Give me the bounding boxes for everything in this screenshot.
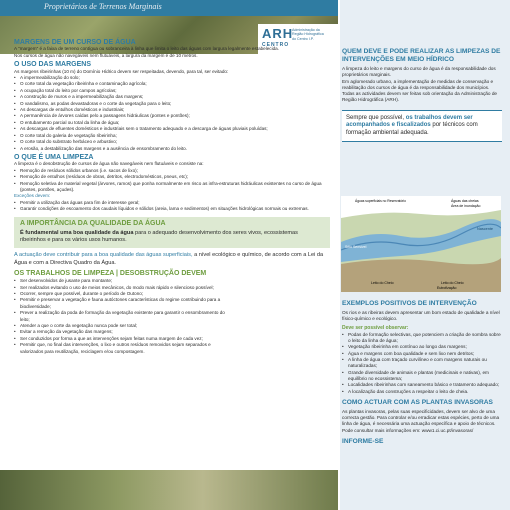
invasoras-p: As plantas invasoras, pelas suas especificidades, devem ser alvo de uma correcta gestão. Para controlar e/ou erradicar estas espécies, perto de uma linha de água, é necessária uma actuação específica e apoio de técnicos. bbox=[342, 408, 500, 427]
list-item: • Vegetação ribeirinha em contínuo ao longo das margens; bbox=[342, 344, 502, 350]
list-item: • As descargas de efluentes domésticos e industriais sem o tratamento adequado e a descarga de águas pluviais poluídas; bbox=[14, 126, 330, 132]
logo-centro: CENTRO bbox=[262, 42, 290, 48]
list-item: • Garantir condições de escoamento dos caudais líquidos e sólidos (areia, lama e sedimentos) em situações hidrológicas normais ou extremas. bbox=[14, 206, 330, 212]
list-item: • Ocorrer, sempre que possível, durante o período de Outono; bbox=[14, 291, 234, 297]
list-item: • Água e margens com boa qualidade e sem lixo nem detritos; bbox=[342, 351, 502, 357]
diagram-label-6: Leito do Cheio bbox=[371, 281, 394, 285]
qualidade-box bbox=[14, 217, 330, 249]
exemplos-p: Os rios e as ribeiras devem apresentar um bom estado de qualidade a nível físico-químico e ecológico. bbox=[342, 310, 500, 322]
list-item: • Remoção de resíduos sólidos urbanos (i.e. sacos de lixo); bbox=[14, 168, 330, 174]
right-content bbox=[342, 44, 502, 148]
diagram-label-2: Águas das cheias bbox=[451, 199, 479, 203]
list-item: • Ser desenvolvidos de jusante para montante; bbox=[14, 278, 234, 284]
fiscalizacao-text: Sempre que possível, os trabalhos devem ser acompanhados e fiscalizados por técnicos com formação ambiental adequada. bbox=[346, 114, 478, 136]
limpeza-excecoes: Exceções devem: bbox=[14, 193, 51, 199]
margens-p2: Nos cursos de água não navegáveis nem flutuáveis, a largura da margem é de 10 metros. bbox=[14, 52, 198, 58]
logo-org: Administração da Região Hidrográfica do Centro I.P. bbox=[292, 28, 324, 41]
section-title-limpeza: O QUE É UMA LIMPEZA bbox=[14, 153, 94, 161]
list-item: • Remoção de entulhos (resíduos de obras, detritos, electrodomésticos, pneus, etc); bbox=[14, 174, 330, 180]
trabalhos-list bbox=[14, 278, 234, 355]
left-column bbox=[14, 40, 330, 355]
diagram-label-4: Nascente bbox=[477, 227, 494, 231]
section-title-qualidade: A IMPORTÂNCIA DA QUALIDADE DA ÁGUA bbox=[20, 219, 166, 227]
list-item: • A ocupação total do leito por campos agrícolas; bbox=[14, 88, 330, 94]
list-item: • A localização das construções a respeitar o leito de cheia. bbox=[342, 389, 502, 395]
list-item: • Localidades ribeirinhas com saneamento básico e tratamento adequado; bbox=[342, 382, 502, 388]
list-item: • Atender a que o corte da vegetação nunca pode ser total; bbox=[14, 323, 234, 329]
list-item: • A construção de muros e a impermeabilização das margens; bbox=[14, 94, 330, 100]
uso-intro: As margens ribeirinhas (10 m) do Domínio Hídrico devem ser respeitadas, devendo, para tal, ser evitado: bbox=[14, 68, 229, 74]
river-diagram bbox=[341, 196, 501, 292]
section-title-trabalhos: OS TRABALHOS DE LIMPEZA | DESOBSTRUÇÃO DEVEM bbox=[14, 269, 207, 277]
actuacao-text: A actuação deve contribuir para a boa qualidade das águas superficiais, a nível ecológico e químico, de acordo com a Lei da Água e com a Directiva Quadro da Água. bbox=[14, 252, 324, 266]
list-item: • A linha de água com traçado curvilíneo e com margens naturais ou naturalizadas; bbox=[342, 357, 502, 370]
list-item: • Permitir a utilização das águas para fim de interesse geral; bbox=[14, 200, 330, 206]
header-subtitle: Proprietários de Terrenos Marginais bbox=[44, 2, 162, 11]
list-item: • O corte total da vegetação ribeirinha e contaminação agrícola; bbox=[14, 81, 330, 87]
diagram-label-1: Águas superficiais no Reservatório bbox=[355, 199, 406, 203]
section-title-quem: QUEM DEVE E PODE REALIZAR AS LIMPEZAS DE INTERVENÇÕES EM MEIO HÍDRICO bbox=[342, 48, 501, 63]
quem-p1: A limpeza do leito e margens do curso de água é da responsabilidade dos proprietários marginais. bbox=[342, 66, 496, 78]
section-title-margens: MARGENS DE UM CURSO DE ÁGUA bbox=[14, 39, 136, 46]
diagram-label-7: Leito do Cheio bbox=[441, 281, 464, 285]
quem-p3: Todas as actividades devem ser feitas sob orientação da Administração de Região Hidrográfica (ARH). bbox=[342, 91, 498, 103]
uso-list bbox=[14, 75, 330, 152]
list-item: • Evitar a remoção da vegetação das margens; bbox=[14, 329, 234, 335]
limpeza-intro: A limpeza é o desobstrução de cursos de água não navegáveis nem flutuáveis e consiste na: bbox=[14, 161, 204, 167]
diagram-label-3: Área de inundação bbox=[451, 204, 481, 208]
section-title-uso: O USO DAS MARGENS bbox=[14, 61, 92, 69]
list-item: • Grande diversidade de animais e plantas (medicinais e nativas), em equilíbrio no ecossistema; bbox=[342, 370, 502, 383]
qualidade-text: É fundamental uma boa qualidade da água para o adequado desenvolvimento dos seres vivos, ecossistemas ribeirinhos e para os vários usos humanos. bbox=[20, 229, 298, 244]
deve-title: Deve ser possível observar: bbox=[342, 324, 409, 331]
invasoras-link[interactable]: Pode consultar mais informações em: www1.ci.uc.pt/invasoras/ bbox=[342, 427, 474, 433]
list-item: • A impermeabilização do solo; bbox=[14, 75, 330, 81]
list-item: • Remoção seletiva de material vegetal (árvores, ramos) que ponha normalmente em risco as infra-estruturas hidráulicas existentes no curso de água (pontes, pontões, açudes). bbox=[14, 181, 330, 194]
list-item: • Prever a realização da poda de formação da vegetação existente para garantir o ensombramento do leito; bbox=[14, 310, 234, 323]
section-title-informe: INFORME-SE bbox=[342, 438, 384, 446]
section-title-invasoras: COMO ACTUAR COM AS PLANTAS INVASORAS bbox=[342, 398, 493, 406]
fiscalizacao-box bbox=[342, 110, 502, 143]
list-item: • A erosão, a destabilização das margens e a ausência de ensombramento do leito. bbox=[14, 146, 330, 152]
list-item: • Ser realizados evitando o uso de meios mecânicos, do modo mais rápido e silencioso possível; bbox=[14, 285, 234, 291]
logo-text: ARH bbox=[262, 26, 294, 41]
list-item: • Permitir que, no final das intervenções, o lixo e outros resíduos removidos sejam separados e valorizados para reutilização, reciclagem e/ou compostagem. bbox=[14, 342, 234, 355]
list-item: • O entubamento parcial ou total da linha de água; bbox=[14, 120, 330, 126]
quem-p2: Em aglomerado urbano, a implementação de medidas de conservação e reabilitação dos cursos de água é da responsabilidade dos municípios. bbox=[342, 78, 494, 90]
diagram-label-5: Sítio Sensível bbox=[345, 245, 367, 249]
bottom-photo bbox=[0, 470, 338, 510]
right-lower-content bbox=[342, 296, 502, 448]
list-item: • O corte total do substrato herbáceo e arbustivo; bbox=[14, 139, 330, 145]
list-item: • Ser conduzidos por forma a que as intervenções sejam feitas numa margem de cada vez; bbox=[14, 336, 234, 342]
list-item: • O vandalismo, as podas devastadoras e o corte da vegetação para o leito; bbox=[14, 101, 330, 107]
section-title-exemplos: EXEMPLOS POSITIVOS DE INTERVENÇÃO bbox=[342, 300, 477, 307]
diagram-label-8: Eutrofização bbox=[437, 286, 457, 290]
list-item: • A permanência de árvores caídas pelo a passagens hidráulicas (pontes e pontões); bbox=[14, 113, 330, 119]
list-item: • As descargas de entulhos domésticos e industriais; bbox=[14, 107, 330, 113]
list-item: • Podas de formação selectivas, que potenciem a criação de sombra sobre o leito da linha de água; bbox=[342, 332, 502, 345]
list-item: • O corte total do galeria de vegetação ribeirinha; bbox=[14, 133, 330, 139]
margens-p1: A "margem" é a faixa de terreno contígua ou sobranceira à linha que limita o leito das águas com largura legalmente estabelecida. bbox=[14, 46, 280, 52]
list-item: • Permitir e preservar a vegetação e fauna autóctones características do regime contribuindo para a biodiversidade; bbox=[14, 297, 234, 310]
